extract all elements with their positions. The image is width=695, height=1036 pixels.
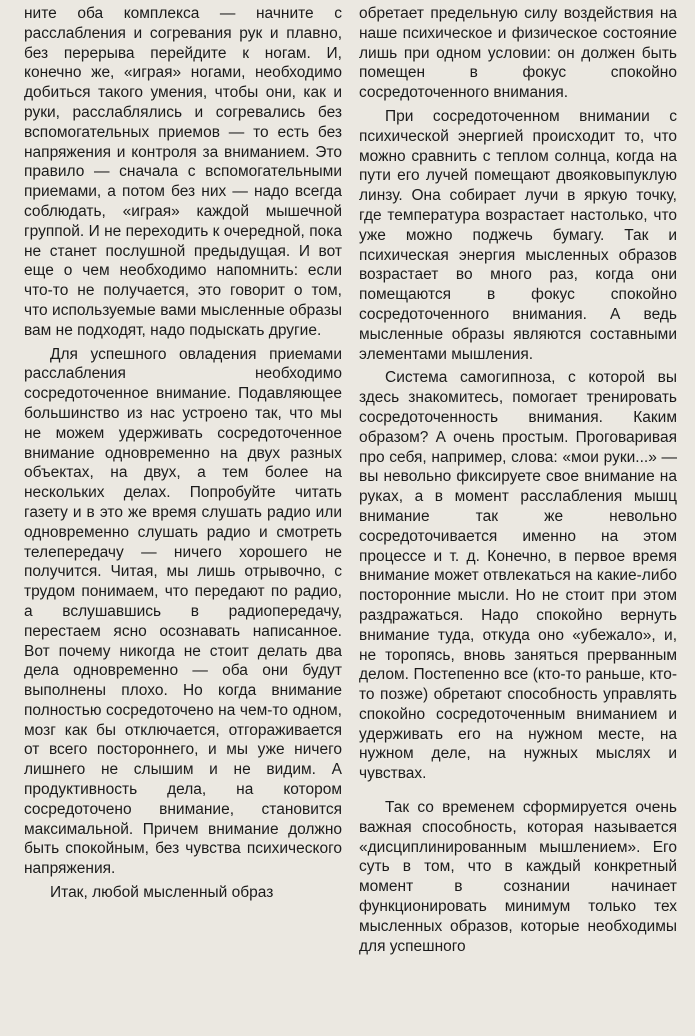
paragraph: обретает предельную силу воздействия на наше психическое и физическое состояние лишь при одном условии: он должен быть помещен в фокус спокойно сосредоточенного внимания. — [359, 5, 677, 102]
paragraph: Для успешного овладения приемами расслабления необходимо сосредоточенное внимание. Подавляющее большинство из нас устроено так, что мы не можем удерживать сосредоточенное внимание одновременно на двух разных объектах, на двух, а тем более на нескольких делах. Попробуйте читать газету и в это же время слушать радио или одновременно слушать радио и смотреть телепередачу — ничего хорошего не получится. Читая, мы лишь отрывочно, с трудом понимаем, что передают по радио, а вслушавшись в радиопередачу, перестаем ясно осознавать написанное. Вот почему никогда не стоит делать два дела одновременно — оба они будут выполнены плохо. Но когда внимание полностью сосредоточено на чем-то одном, мозг как бы отключается, отгораживается от всего постороннего, и мы уже ничего лишнего не слышим и не видим. А продуктивность дела, на котором сосредоточено внимание, становится максимальной. Причем внимание должно быть спокойным, без чувства психического напряжения. — [24, 345, 342, 878]
right-text-column — [359, 4, 677, 956]
paragraph: ните оба комплекса — начните с расслабления и согревания рук и плавно, без перерыва перейдите к ногам. И, конечно же, «играя» ногами, необходимо добиться такого умения, чтобы они, как и руки, расслаблялись и согревались без вспомогательных приемов — то есть без напряжения и контроля за вниманием. Это правило — сначала с вспомогательными приемами, а потом без них — надо всегда соблюдать, «играя» каждой мышечной группой. И не переходить к очередной, пока не станет послушной предыдущая. И вот еще о чем необходимо напомнить: если что-то не получается, это говорит о том, что используемые вами мысленные образы вам не подходят, надо подыскать другие. — [24, 5, 342, 339]
left-text-column — [24, 4, 342, 903]
paragraph: Итак, любой мысленный образ — [50, 884, 274, 902]
paragraph: При сосредоточенном внимании с психической энергией происходит то, что можно сравнить с теплом солнца, когда на пути его лучей помещают двояковыпуклую линзу. Она собирает лучи в яркую точку, где температура возрастает настолько, что уже можно поджечь бумагу. Так и психическая энергия мысленных образов возрастает во много раз, когда они помещаются в фокус спокойно сосредоточенного внимания. А ведь мысленные образы являются составными элементами мышления. — [359, 107, 677, 363]
paragraph: Так со временем сформируется очень важная способность, которая называется «дисциплинированным мышлением». Его суть в том, что в каждый конкретный момент в сознании начинает функционировать минимум только тех мысленных образов, которые необходимы для успешного — [359, 799, 677, 955]
paragraph: Система самогипноза, с которой вы здесь знакомитесь, помогает тренировать сосредоточенность внимания. Каким образом? А очень простым. Проговаривая про себя, например, слова: «мои руки...» — вы невольно фиксируете свое внимание на руках, а в момент расслабления мышц внимание так же невольно сосредоточивается именно на этом процессе и т. д. Конечно, в первое время внимание может отвлекаться на какие-либо посторонние мысли. Но не стоит при этом раздражаться. Надо спокойно вернуть внимание туда, откуда оно «убежало», и, не торопясь, вновь заняться прерванным делом. Постепенно все (кто-то раньше, кто-то позже) обретают способность управлять спокойно сосредоточенным вниманием и удерживать его на нужном месте, на нужном деле, на нужных мыслях и чувствах. — [359, 369, 677, 783]
